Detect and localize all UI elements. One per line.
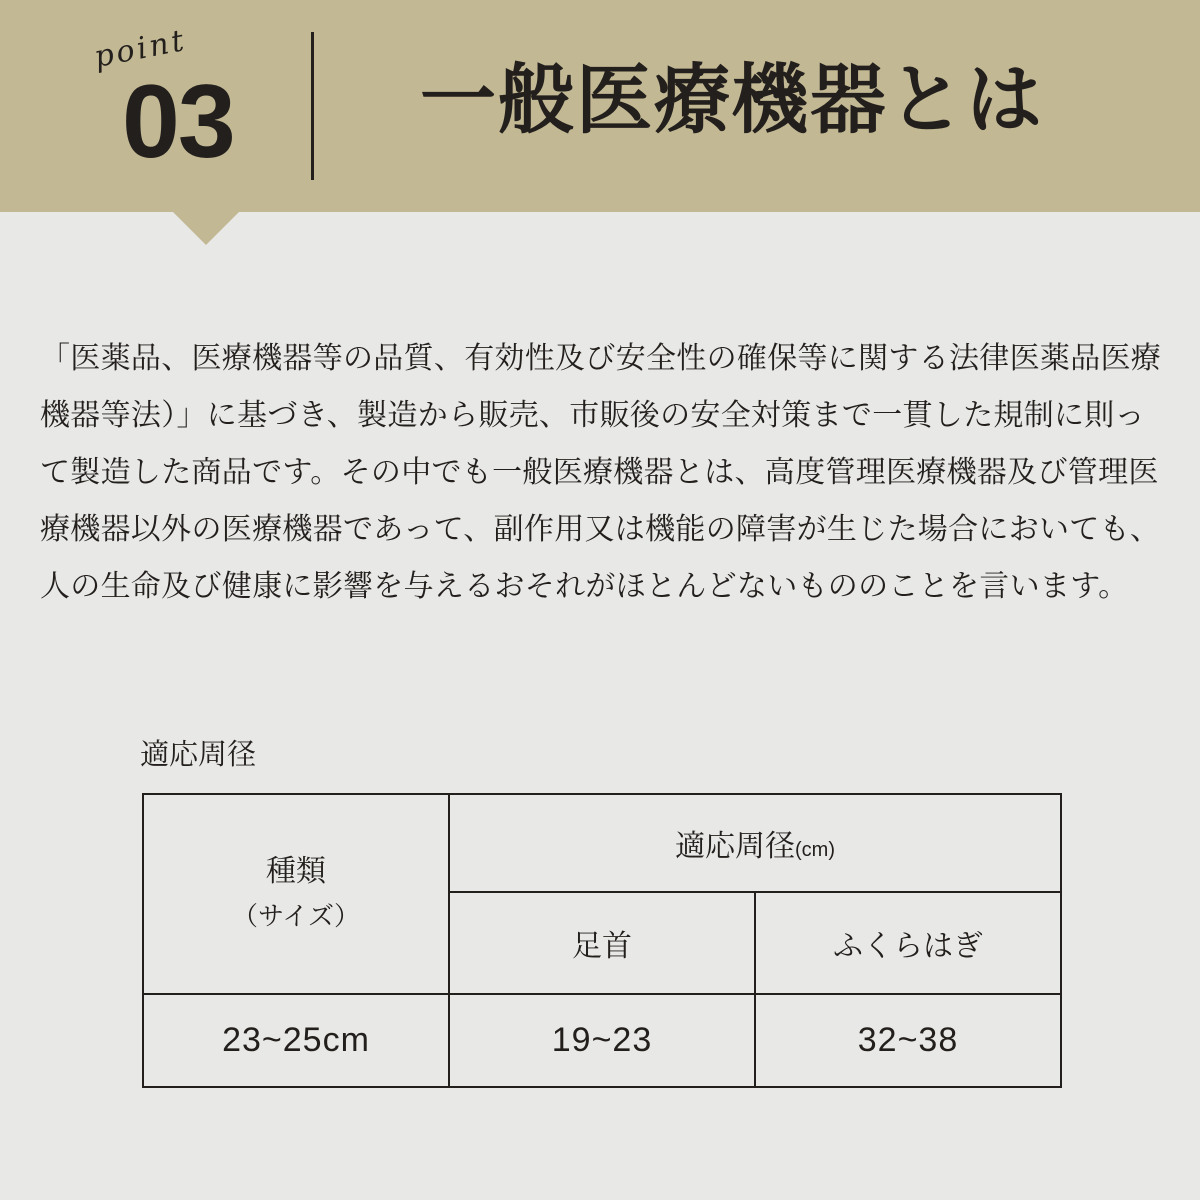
header-divider xyxy=(311,32,314,180)
table-header-kind-main: 種類 xyxy=(266,855,326,888)
table-header-span-unit: (cm) xyxy=(795,839,835,861)
point-label: point xyxy=(91,22,190,75)
header-band xyxy=(0,0,1200,212)
header-inner xyxy=(0,0,1200,212)
table-header-row-1 xyxy=(143,794,1061,892)
table-cell-kind: 23~25cm xyxy=(143,994,449,1087)
table-header-calf: ふくらはぎ xyxy=(755,892,1061,994)
table-header-ankle: 足首 xyxy=(449,892,755,994)
point-number: 03 xyxy=(122,64,234,180)
table-header-kind-sub: （サイズ） xyxy=(232,901,360,931)
table-row xyxy=(143,994,1061,1087)
point-badge xyxy=(91,22,296,180)
table-cell-ankle: 19~23 xyxy=(449,994,755,1087)
size-table xyxy=(142,793,1062,1088)
band-arrow-icon xyxy=(173,212,239,245)
table-header-span xyxy=(449,794,1061,892)
table-cell-calf: 32~38 xyxy=(755,994,1061,1087)
body-paragraph: 「医薬品、医療機器等の品質、有効性及び安全性の確保等に関する法律医薬品医療機器等法）」に基づき、製造から販売、市販後の安全対策まで一貫した規制に則って製造した商品です。その中でも一般医療機器とは、高度管理医療機器及び管理医療機器以外の医療機器であって、副作用又は機能の障害が生じた場合においても、人の生命及び健康に影響を与えるおそれがほとんどないもののことを言います。 xyxy=(40,342,1162,603)
table-header-kind xyxy=(143,794,449,994)
table-header-span-label: 適応周径 xyxy=(675,830,796,863)
page-title: 一般医療機器とは xyxy=(420,58,1044,143)
table-caption: 適応周径 xyxy=(140,739,257,771)
